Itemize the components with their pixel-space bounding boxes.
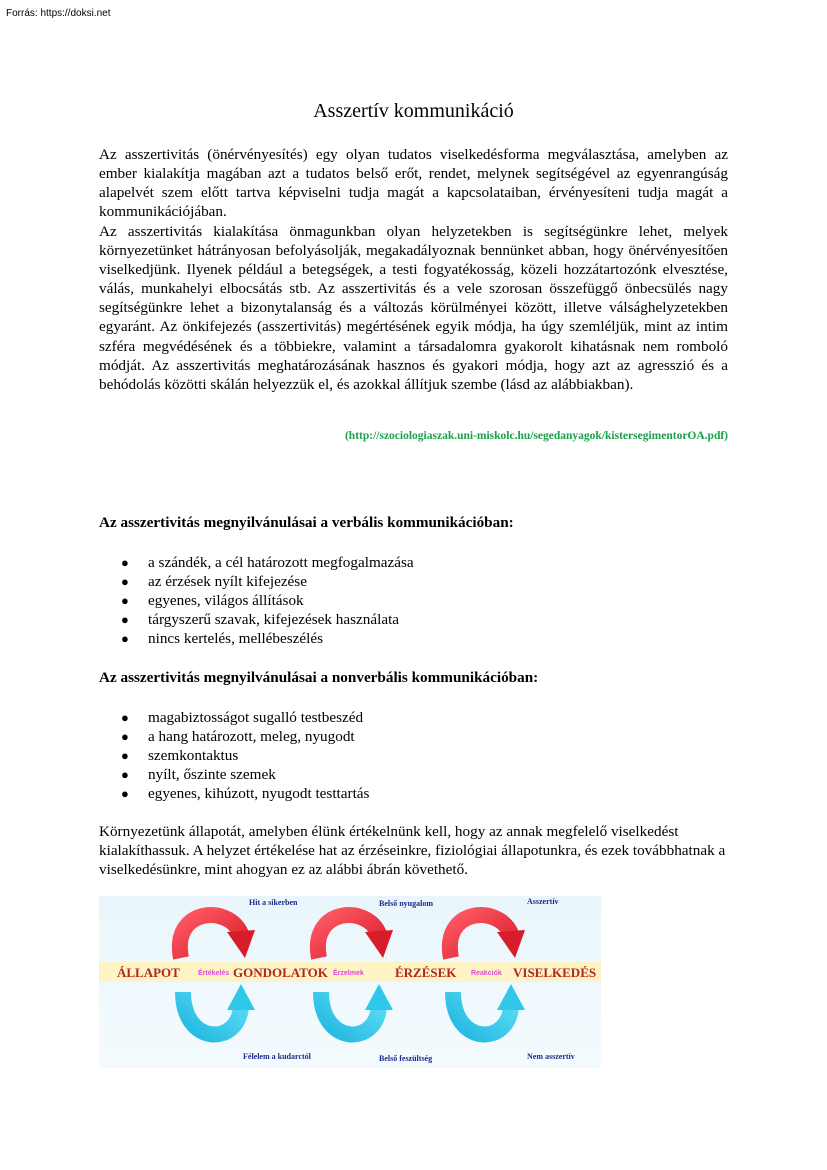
list-item — [99, 727, 369, 746]
list-item-text: egyenes, kihúzott, nyugodt testtartás — [148, 785, 370, 803]
list-item-text: szemkontaktus — [148, 747, 239, 765]
page-title: Asszertív kommunikáció — [313, 100, 514, 122]
top-arrow-2 — [318, 915, 393, 958]
bullet-icon: ● — [121, 555, 129, 570]
bottom-label: Belső feszültség — [379, 1054, 433, 1063]
bullet-icon: ● — [121, 574, 129, 590]
intro-paragraph: Az asszertivitás (önérvényesítés) egy olyan tudatos viselkedésforma megválasztása, amelyben az ember kialakítja magában azt a tudatos belső erőt, rendet, melynek segítségével az egyenrangúság alapelvét szem előtt tartva képviselni tudja magát a kapcsolataiban, érvényesíteni tudja magát a kommunikációjában. — [99, 146, 728, 221]
list-item — [99, 708, 369, 727]
top-label: Asszertív — [527, 897, 559, 906]
top-arrow-3 — [450, 915, 525, 958]
nonverbal-list — [99, 708, 369, 803]
state-label: VISELKEDÉS — [513, 965, 597, 980]
bullet-icon: ● — [121, 729, 129, 745]
list-item — [99, 591, 414, 610]
state-label: ÉRZÉSEK — [395, 965, 457, 980]
top-arrow-1 — [180, 915, 255, 958]
list-item-text: az érzések nyílt kifejezése — [148, 573, 307, 591]
list-item-text: a szándék, a cél határozott megfogalmazása — [148, 554, 414, 571]
list-item — [99, 553, 414, 572]
bullet-icon: ● — [121, 631, 129, 647]
bullet-icon: ● — [121, 767, 129, 783]
nonverbal-heading: Az asszertivitás megnyilvánulásai a nonverbális kommunikációban: — [99, 669, 539, 686]
list-item-text: tárgyszerű szavak, kifejezések használata — [148, 611, 400, 629]
bullet-icon: ● — [121, 786, 129, 802]
bottom-label: Félelem a kudarctól — [243, 1052, 311, 1061]
closing-paragraph: Környezetünk állapotát, amelyben élünk értékelnünk kell, hogy az annak megfelelő viselkedést kialakíthassuk. A helyzet értékelése hat az érzéseinkre, fiziológiai állapotunkra, és ezek továbbhatnak a viselkedésünkre, mint ahogyan ez az alábbi ábrán követhető. — [99, 823, 726, 879]
source-label: Forrás: https://doksi.net — [6, 8, 111, 19]
list-item-text: egyenes, világos állítások — [148, 592, 304, 610]
list-item — [99, 629, 414, 648]
list-item — [99, 572, 414, 591]
state-label: ÁLLAPOT — [117, 965, 180, 980]
bullet-icon: ● — [121, 748, 129, 764]
body-paragraph: Az asszertivitás kialakítása önmagunkban olyan helyzetekben is segítségünkre lehet, melyek környezetünket hátrányosan befolyásolják, megakadályoznak bennünket abban, hogy önérvényesítően viselkedjünk. Ilyenek például a betegségek, a testi fogyatékosság, közeli hozzátartozónk elvesztése, válás, munkahelyi elbocsátás stb. Az asszertivitás és a vele szorosan összefüggő önbecsülés nagy segítségünkre lehet a bizonytalanság és a változás körülményei között, illetve válsághelyzetekben egyaránt. Az önkifejezés (asszertivitás) megértésének egyik módja, ha úgy szemléljük, mint az intim szféra megvédésének és a többiekre, valamint a társadalomra gyakorolt kihatásnak nem romboló módját. Az asszertivitás meghatározásának hasznos és gyakori módja, hogy azt az agresszió és a behódolás közötti skálán helyezzük el, és azokkal állítjuk szembe (lásd az alábbiakban). — [99, 223, 728, 393]
bottom-label: Nem asszertív — [527, 1052, 575, 1061]
bullet-icon: ● — [121, 612, 129, 628]
source-link[interactable]: (http://szociologiaszak.uni-miskolc.hu/segedanyagok/kistersegimentorOA.pdf) — [344, 430, 728, 442]
connector-label: Érzelmek — [333, 970, 364, 977]
bullet-icon: ● — [121, 710, 129, 725]
verbal-heading: Az asszertivitás megnyilvánulásai a verbális kommunikációban: — [99, 514, 514, 531]
list-item — [99, 784, 369, 803]
state-label: GONDOLATOK — [233, 965, 328, 980]
list-item — [99, 610, 414, 629]
bullet-icon: ● — [121, 593, 129, 609]
list-item-text: nincs kertelés, mellébeszélés — [148, 630, 324, 648]
list-item-text: a hang határozott, meleg, nyugodt — [148, 728, 355, 746]
connector-label: Reakciók — [471, 970, 502, 977]
verbal-list — [99, 553, 414, 648]
list-item — [99, 746, 369, 765]
bottom-arrow-3 — [453, 984, 525, 1034]
list-item-text: nyílt, őszinte szemek — [148, 766, 276, 784]
top-label: Belső nyugalom — [379, 899, 434, 908]
bottom-arrow-1 — [183, 984, 255, 1034]
bottom-arrow-2 — [321, 984, 393, 1034]
list-item-text: magabiztosságot sugalló testbeszéd — [148, 709, 364, 726]
behavior-cycle-diagram — [99, 896, 601, 1068]
connector-label: Értékelés — [198, 970, 230, 977]
top-label: Hit a sikerben — [249, 898, 298, 907]
diagram-canvas — [99, 896, 601, 1068]
list-item — [99, 765, 369, 784]
